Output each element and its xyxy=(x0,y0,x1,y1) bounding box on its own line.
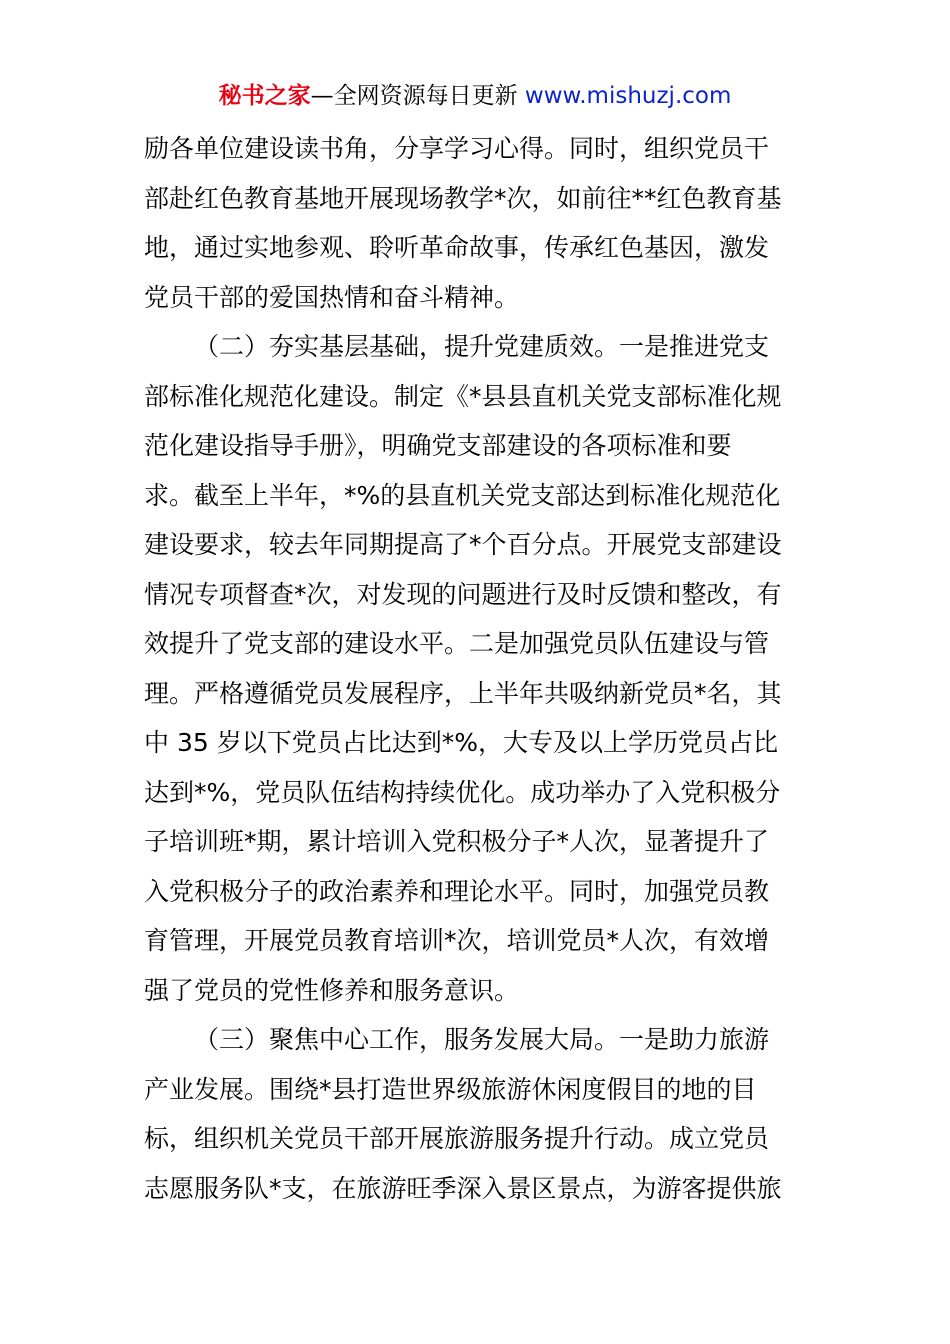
text-line: 情况专项督查*次，对发现的问题进行及时反馈和整改，有 xyxy=(144,579,782,609)
section-heading-line: （二）夯实基层基础，提升党建质效。一是推进党支 xyxy=(194,332,770,361)
text-line: 建设要求，较去年同期提高了*个百分点。开展党支部建设 xyxy=(144,530,782,559)
site-tagline: —全网资源每日更新 xyxy=(310,83,525,109)
text-line: 求。截至上半年，*%的县直机关党支部达到标准化规范化 xyxy=(144,480,781,510)
text-line: 部标准化规范化建设。制定《*县县直机关党支部标准化规 xyxy=(144,381,782,411)
text-line: 中 35 岁以下党员占比达到*%，大专及以上学历党员占比 xyxy=(144,728,778,757)
text-line: 产业发展。围绕*县打造世界级旅游休闲度假目的地的目 xyxy=(144,1074,757,1104)
text-line: 志愿服务队*支，在旅游旺季深入景区景点，为游客提供旅 xyxy=(144,1173,782,1203)
text-line: 地，通过实地参观、聆听革命故事，传承红色基因，激发 xyxy=(144,233,770,262)
text-line: 达到*%，党员队伍结构持续优化。成功举办了入党积极分 xyxy=(144,777,781,807)
text-line: 范化建设指导手册》，明确党支部建设的各项标准和要 xyxy=(144,431,732,460)
text-line: 育管理，开展党员教育培训*次，培训党员*人次，有效增 xyxy=(144,926,770,955)
text-line: 效提升了党支部的建设水平。二是加强党员队伍建设与管 xyxy=(144,629,770,658)
text-line: 理。严格遵循党员发展程序，上半年共吸纳新党员*名，其 xyxy=(144,678,782,708)
site-brand: 秘书之家 xyxy=(218,83,311,109)
text-line: 子培训班*期，累计培训入党积极分子*人次，显著提升了 xyxy=(144,827,770,856)
text-line: 党员干部的爱国热情和奋斗精神。 xyxy=(144,282,520,312)
text-line: 励各单位建设读书角，分享学习心得。同时，组织党员干 xyxy=(144,134,770,163)
site-header xyxy=(0,80,950,112)
section-heading-line: （三）聚焦中心工作，服务发展大局。一是助力旅游 xyxy=(194,1025,770,1054)
site-url-link[interactable]: www.mishuzj.com xyxy=(524,83,732,109)
text-line: 强了党员的党性修养和服务意识。 xyxy=(144,975,520,1005)
text-line: 入党积极分子的政治素养和理论水平。同时，加强党员教 xyxy=(144,876,770,906)
text-line: 部赴红色教育基地开展现场教学*次，如前往**红色教育基 xyxy=(144,183,782,213)
text-line: 标，组织机关党员干部开展旅游服务提升行动。成立党员 xyxy=(144,1124,770,1153)
